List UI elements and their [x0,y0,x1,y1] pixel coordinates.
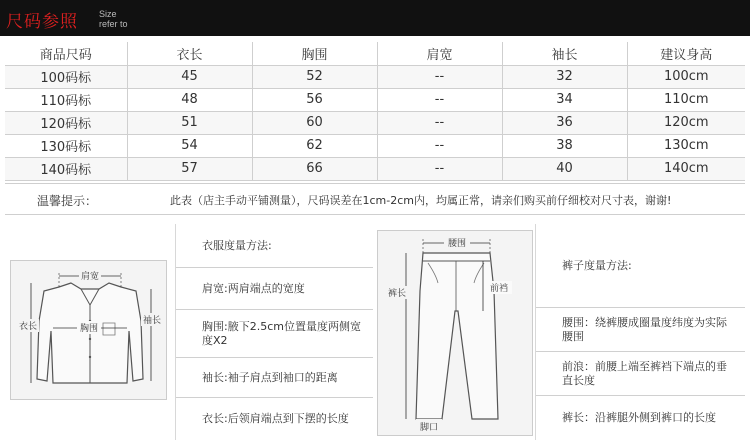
shirt-diagram-panel [5,224,172,440]
table-cell: 48 [127,88,252,111]
table-cell: 34 [502,88,627,111]
table-row [5,88,745,111]
pants-diagram [377,230,533,436]
table-cell: 110cm [663,92,709,107]
table-cell: 66 [252,157,377,180]
table-cell: 56 [252,88,377,111]
table-cell: 52 [252,65,377,88]
table-cell: 32 [502,65,627,88]
table-cell: 130码标 [5,134,127,157]
tip-row [5,183,745,215]
pants-note-waist: 腰围：绕裤腰成圈量度纬度为实际腰围 [536,308,745,352]
table-cell: 57 [127,157,252,180]
tip-label: 温馨提示： [37,194,98,208]
table-cell: 130cm [663,138,709,153]
header-subtitle-line1: Size [99,9,117,19]
shirt-note-length: 衣长:后领肩端点到下摆的长度 [202,412,349,425]
table-cell: 38 [502,134,627,157]
table-cell: 140cm [627,157,745,180]
pants-illustration [378,231,534,437]
header-subtitle [99,9,128,29]
shirt-shoulder-label: 肩宽 [80,272,100,282]
column-header: 胸围 [252,42,377,65]
table-cell: -- [377,88,502,111]
column-header: 袖长 [502,42,627,65]
pants-note-rise: 前浪：前腰上端至裤裆下端点的垂直长度 [536,352,745,396]
header-title: 尺码参照 [6,12,78,32]
table-cell: 40 [502,157,627,180]
shirt-illustration [11,261,168,401]
column-header: 建议身高 [627,42,745,65]
shirt-chest-label: 胸围 [79,324,99,334]
size-table [5,42,745,181]
shirt-sleeve-label: 袖长 [142,316,162,326]
pants-waist-label: 腰围 [447,239,467,249]
table-row [5,157,745,180]
tip-text: 此表（店主手动平铺测量），尺码误差在1cm-2cm内，均属正常，请亲们购买前仔细校对尺寸表，谢谢! [170,194,672,207]
shirt-note-chest: 胸围:腋下2.5cm位置量度两侧宽度X2 [176,310,373,358]
column-header: 衣长 [127,42,252,65]
pants-note-length: 裤长：沿裤腿外侧到裤口的长度 [562,411,716,424]
table-cell: 36 [502,111,627,134]
table-row [5,111,745,134]
header-subtitle-line2: refer to [99,19,128,29]
table-cell: -- [377,134,502,157]
pants-length-label: 裤长 [387,289,407,299]
table-cell: 120cm [627,111,745,134]
shirt-length-label: 衣长 [18,322,38,332]
table-cell: -- [377,65,502,88]
table-cell: 54 [127,134,252,157]
size-chart-header [0,0,750,36]
column-header: 商品尺码 [5,42,127,65]
table-row [5,134,745,157]
table-cell: -- [377,111,502,134]
column-header: 肩宽 [377,42,502,65]
table-cell: 45 [127,65,252,88]
shirt-note-shoulder: 肩宽:两肩端点的宽度 [176,268,373,310]
shirt-measure-notes [175,224,373,440]
shirt-notes-title: 衣服度量方法: [176,224,373,268]
pants-notes-title: 裤子度量方法: [536,224,745,308]
pants-measure-notes [535,224,745,440]
table-cell: 100cm [627,65,745,88]
size-table-header-row [5,42,745,65]
table-cell: 100码标 [5,65,127,88]
table-cell: 60 [252,111,377,134]
table-row [5,65,745,88]
table-cell: -- [377,157,502,180]
table-cell: 120码标 [5,111,127,134]
pants-diagram-panel [377,224,533,440]
table-cell: 140码标 [5,157,127,180]
pants-hem-label: 脚口 [419,423,439,433]
pants-rise-label: 前裆 [489,284,509,294]
shirt-note-sleeve: 袖长:袖子肩点到袖口的距离 [176,358,373,398]
table-cell: 62 [252,134,377,157]
table-cell: 51 [127,111,252,134]
table-cell: 110码标 [5,88,127,111]
shirt-diagram [10,260,167,400]
